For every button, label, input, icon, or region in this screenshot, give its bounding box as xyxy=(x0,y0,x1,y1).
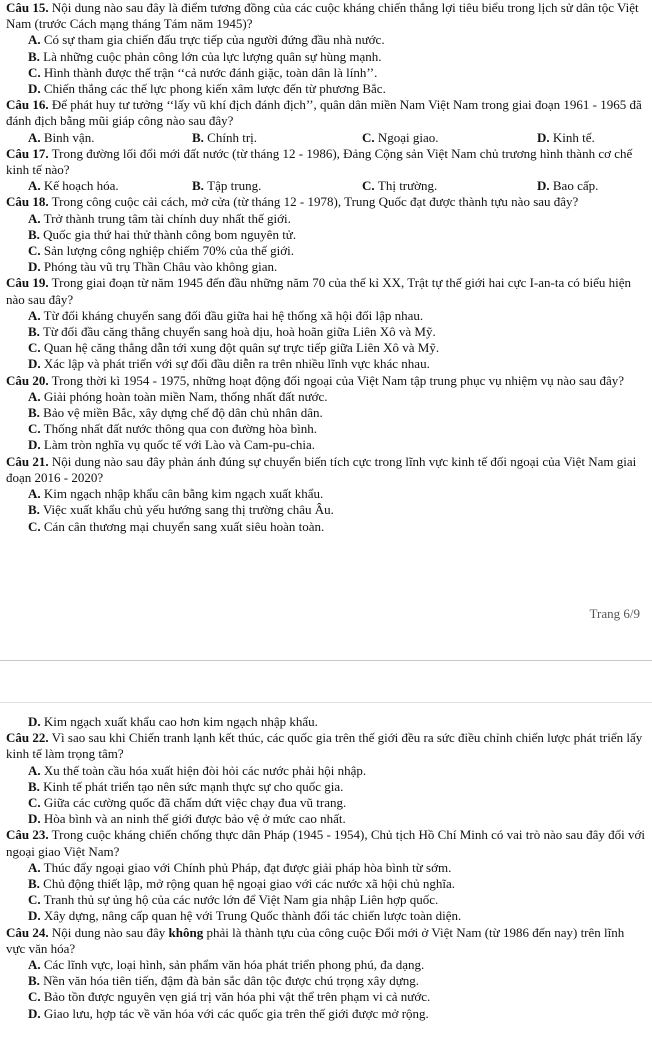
option-a: A. Xu thế toàn cầu hóa xuất hiện đòi hỏi các nước phải hội nhập. xyxy=(28,762,367,778)
question-number: Câu 24. xyxy=(6,924,49,940)
option-a: A. Từ đối kháng chuyển sang đối đầu giữa hai hệ thống xã hội đối lập nhau. xyxy=(28,307,424,323)
question-16 xyxy=(6,97,646,146)
option-a: A. Kế hoạch hóa. xyxy=(28,178,119,194)
option-a: A. Giải phóng hoàn toàn miền Nam, thống nhất đất nước. xyxy=(28,388,328,404)
option-d: D. Phóng tàu vũ trụ Thần Châu vào không gian. xyxy=(28,259,278,275)
question-stem-emphasis: không xyxy=(168,924,204,940)
question-number: Câu 22. xyxy=(6,730,49,746)
option-c: C. Ngoại giao. xyxy=(362,129,439,145)
option-d: D. Giao lưu, hợp tác về văn hóa với các quốc gia trên thế giới được mở rộng. xyxy=(28,1005,429,1021)
question-20 xyxy=(6,373,646,454)
option-b: B. Từ đối đầu căng thẳng chuyển sang hoà dịu, hoà hoãn giữa Liên Xô và Mỹ. xyxy=(28,324,436,340)
option-d: D. Chiến thắng các thế lực phong kiến xâm lược đến từ phương Bắc. xyxy=(28,81,386,97)
option-a: A. Có sự tham gia chiến đấu trực tiếp của người đứng đầu nhà nước. xyxy=(28,32,385,48)
option-a: A. Kim ngạch nhập khẩu cân bằng kim ngạch xuất khẩu. xyxy=(28,486,324,502)
option-c: C. Sản lượng công nghiệp chiếm 70% của thế giới. xyxy=(28,243,294,259)
question-stem: Nội dung nào sau đây là điểm tương đồng của các cuộc kháng chiến thắng lợi tiêu biểu trong lịch sử dân tộc Việt Nam (trước Cách mạng tháng Tám năm 1945)? xyxy=(6,0,639,32)
option-b: B. Tập trung. xyxy=(192,178,262,194)
option-d: D. Kim ngạch xuất khẩu cao hơn kim ngạch nhập khẩu. xyxy=(28,714,318,729)
question-17 xyxy=(6,146,646,195)
question-stem: Nội dung nào sau đây phản ánh đúng sự chuyển biến tích cực trong lĩnh vực kinh tế đối ngoại của Việt Nam giai đoạn 2016 - 2020? xyxy=(6,453,637,485)
option-b: B. Quốc gia thứ hai thử thành công bom nguyên tử. xyxy=(28,226,297,242)
question-stem: Vì sao sau khi Chiến tranh lạnh kết thúc, các quốc gia trên thế giới đều ra sức điều chỉnh chiến lược phát triển lấy kinh tế làm trọng tâm? xyxy=(6,730,643,762)
question-stem: Trong công cuộc cải cách, mở cửa (từ tháng 12 - 1978), Trung Quốc đạt được thành tựu nào sau đây? xyxy=(51,194,579,210)
option-c: C. Cán cân thương mại chuyển sang xuất siêu hoàn toàn. xyxy=(28,518,325,534)
question-15 xyxy=(6,0,646,97)
option-d: D. Kinh tế. xyxy=(537,129,595,145)
question-number: Câu 16. xyxy=(6,97,49,113)
option-c: C. Tranh thủ sự ủng hộ của các nước lớn để Việt Nam gia nhập Liên hợp quốc. xyxy=(28,892,439,908)
option-d: D. Xây dựng, nâng cấp quan hệ với Trung Quốc thành đối tác chiến lược toàn diện. xyxy=(28,908,462,924)
option-c: C. Giữa các cường quốc đã chấm dứt việc chạy đua vũ trang. xyxy=(28,795,347,811)
option-d: D. Hòa bình và an ninh thế giới được bảo vệ ở mức cao nhất. xyxy=(28,811,346,827)
option-a: A. Các lĩnh vực, loại hình, sản phẩm văn hóa phát triển phong phú, đa dạng. xyxy=(28,957,425,973)
question-stem: Để phát huy tư tưởng ‘‘lấy vũ khí địch đánh địch’’, quân dân miền Nam Việt Nam trong giai đoạn 1961 - 1965 đã đánh địch bằng mũi giáp công nào sau đây? xyxy=(6,97,642,129)
option-b: B. Nền văn hóa tiên tiến, đậm đà bản sắc dân tộc được chú trọng xây dựng. xyxy=(28,973,419,989)
option-b: B. Bảo vệ miền Bắc, xây dựng chế độ dân chủ nhân dân. xyxy=(28,405,323,421)
page-number-footer: Trang 6/9 xyxy=(589,606,640,621)
option-b: B. Kinh tế phát triển tạo nên sức mạnh thực sự cho quốc gia. xyxy=(28,778,344,794)
option-a: A. Binh vận. xyxy=(28,129,95,145)
option-c: C. Quan hệ căng thẳng dẫn tới xung đột quân sự trực tiếp giữa Liên Xô và Mỹ. xyxy=(28,340,440,356)
page-content xyxy=(0,712,652,1022)
question-number: Câu 19. xyxy=(6,275,49,291)
question-number: Câu 23. xyxy=(6,827,49,843)
question-number: Câu 20. xyxy=(6,372,49,388)
question-stem: phải là thành tựu của công cuộc Đổi mới ở Việt Nam (từ 1986 đến nay) trên lĩnh vực văn hóa? xyxy=(6,924,625,956)
option-b: B. Chính trị. xyxy=(192,129,258,145)
option-c: C. Thị trường. xyxy=(362,178,438,194)
question-stem: Nội dung nào sau đây xyxy=(51,924,169,940)
question-stem: Trong giai đoạn từ năm 1945 đến đầu những năm 70 của thế kỉ XX, Trật tự thế giới hai cực I-an-ta có biểu hiện nào sau đây? xyxy=(6,275,632,307)
question-stem: Trong cuộc kháng chiến chống thực dân Pháp (1945 - 1954), Chủ tịch Hồ Chí Minh có vai trò nào sau đây đối với ngoại giao Việt Nam? xyxy=(6,827,645,859)
option-a: A. Thúc đẩy ngoại giao với Chính phủ Pháp, đạt được giải pháp hòa bình từ sớm. xyxy=(28,859,452,875)
option-c: C. Hình thành được thế trận ‘‘cả nước đánh giặc, toàn dân là lính’’. xyxy=(28,64,378,80)
option-c: C. Bảo tồn được nguyên vẹn giá trị văn hóa phi vật thể trên phạm vi cả nước. xyxy=(28,989,431,1005)
option-c: C. Thống nhất đất nước thông qua con đường hòa bình. xyxy=(28,421,318,437)
option-a: A. Trở thành trung tâm tài chính duy nhất thế giới. xyxy=(28,210,291,226)
question-19 xyxy=(6,275,646,372)
question-number: Câu 21. xyxy=(6,453,49,469)
question-number: Câu 18. xyxy=(6,194,49,210)
question-23 xyxy=(6,827,646,924)
option-d: D. Xác lập và phát triển với sự đối đầu diễn ra trên nhiều lĩnh vực khác nhau. xyxy=(28,356,430,372)
options-row xyxy=(6,130,646,146)
question-stem: Trong thời kì 1954 - 1975, những hoạt động đối ngoại của Việt Nam tập trung phục vụ nhiệm vụ nào sau đây? xyxy=(51,372,625,388)
page-break xyxy=(0,652,652,712)
options-row xyxy=(6,178,646,194)
option-b: B. Chủ động thiết lập, mở rộng quan hệ ngoại giao với các nước xã hội chủ nghĩa. xyxy=(28,876,455,892)
option-d: D. Bao cấp. xyxy=(537,178,599,194)
page-break-line xyxy=(0,660,652,661)
question-number: Câu 15. xyxy=(6,0,49,15)
question-18 xyxy=(6,194,646,275)
question-24 xyxy=(6,925,646,1022)
option-d: D. Làm tròn nghĩa vụ quốc tế với Lào và Cam-pu-chia. xyxy=(28,437,316,453)
option-b: B. Là những cuộc phản công lớn của lực lượng quân sự hùng mạnh. xyxy=(28,48,382,64)
question-stem: Trong đường lối đổi mới đất nước (từ tháng 12 - 1986), Đảng Cộng sản Việt Nam chủ trương hình thành cơ chế kinh tế nào? xyxy=(6,145,633,178)
question-21 xyxy=(6,454,646,535)
option-b: B. Việc xuất khẩu chủ yếu hướng sang thị trường châu Âu. xyxy=(28,502,334,518)
question-number: Câu 17. xyxy=(6,145,49,161)
exam-page-7 xyxy=(0,712,652,1038)
question-22 xyxy=(6,730,646,827)
page-break-line xyxy=(0,702,652,703)
